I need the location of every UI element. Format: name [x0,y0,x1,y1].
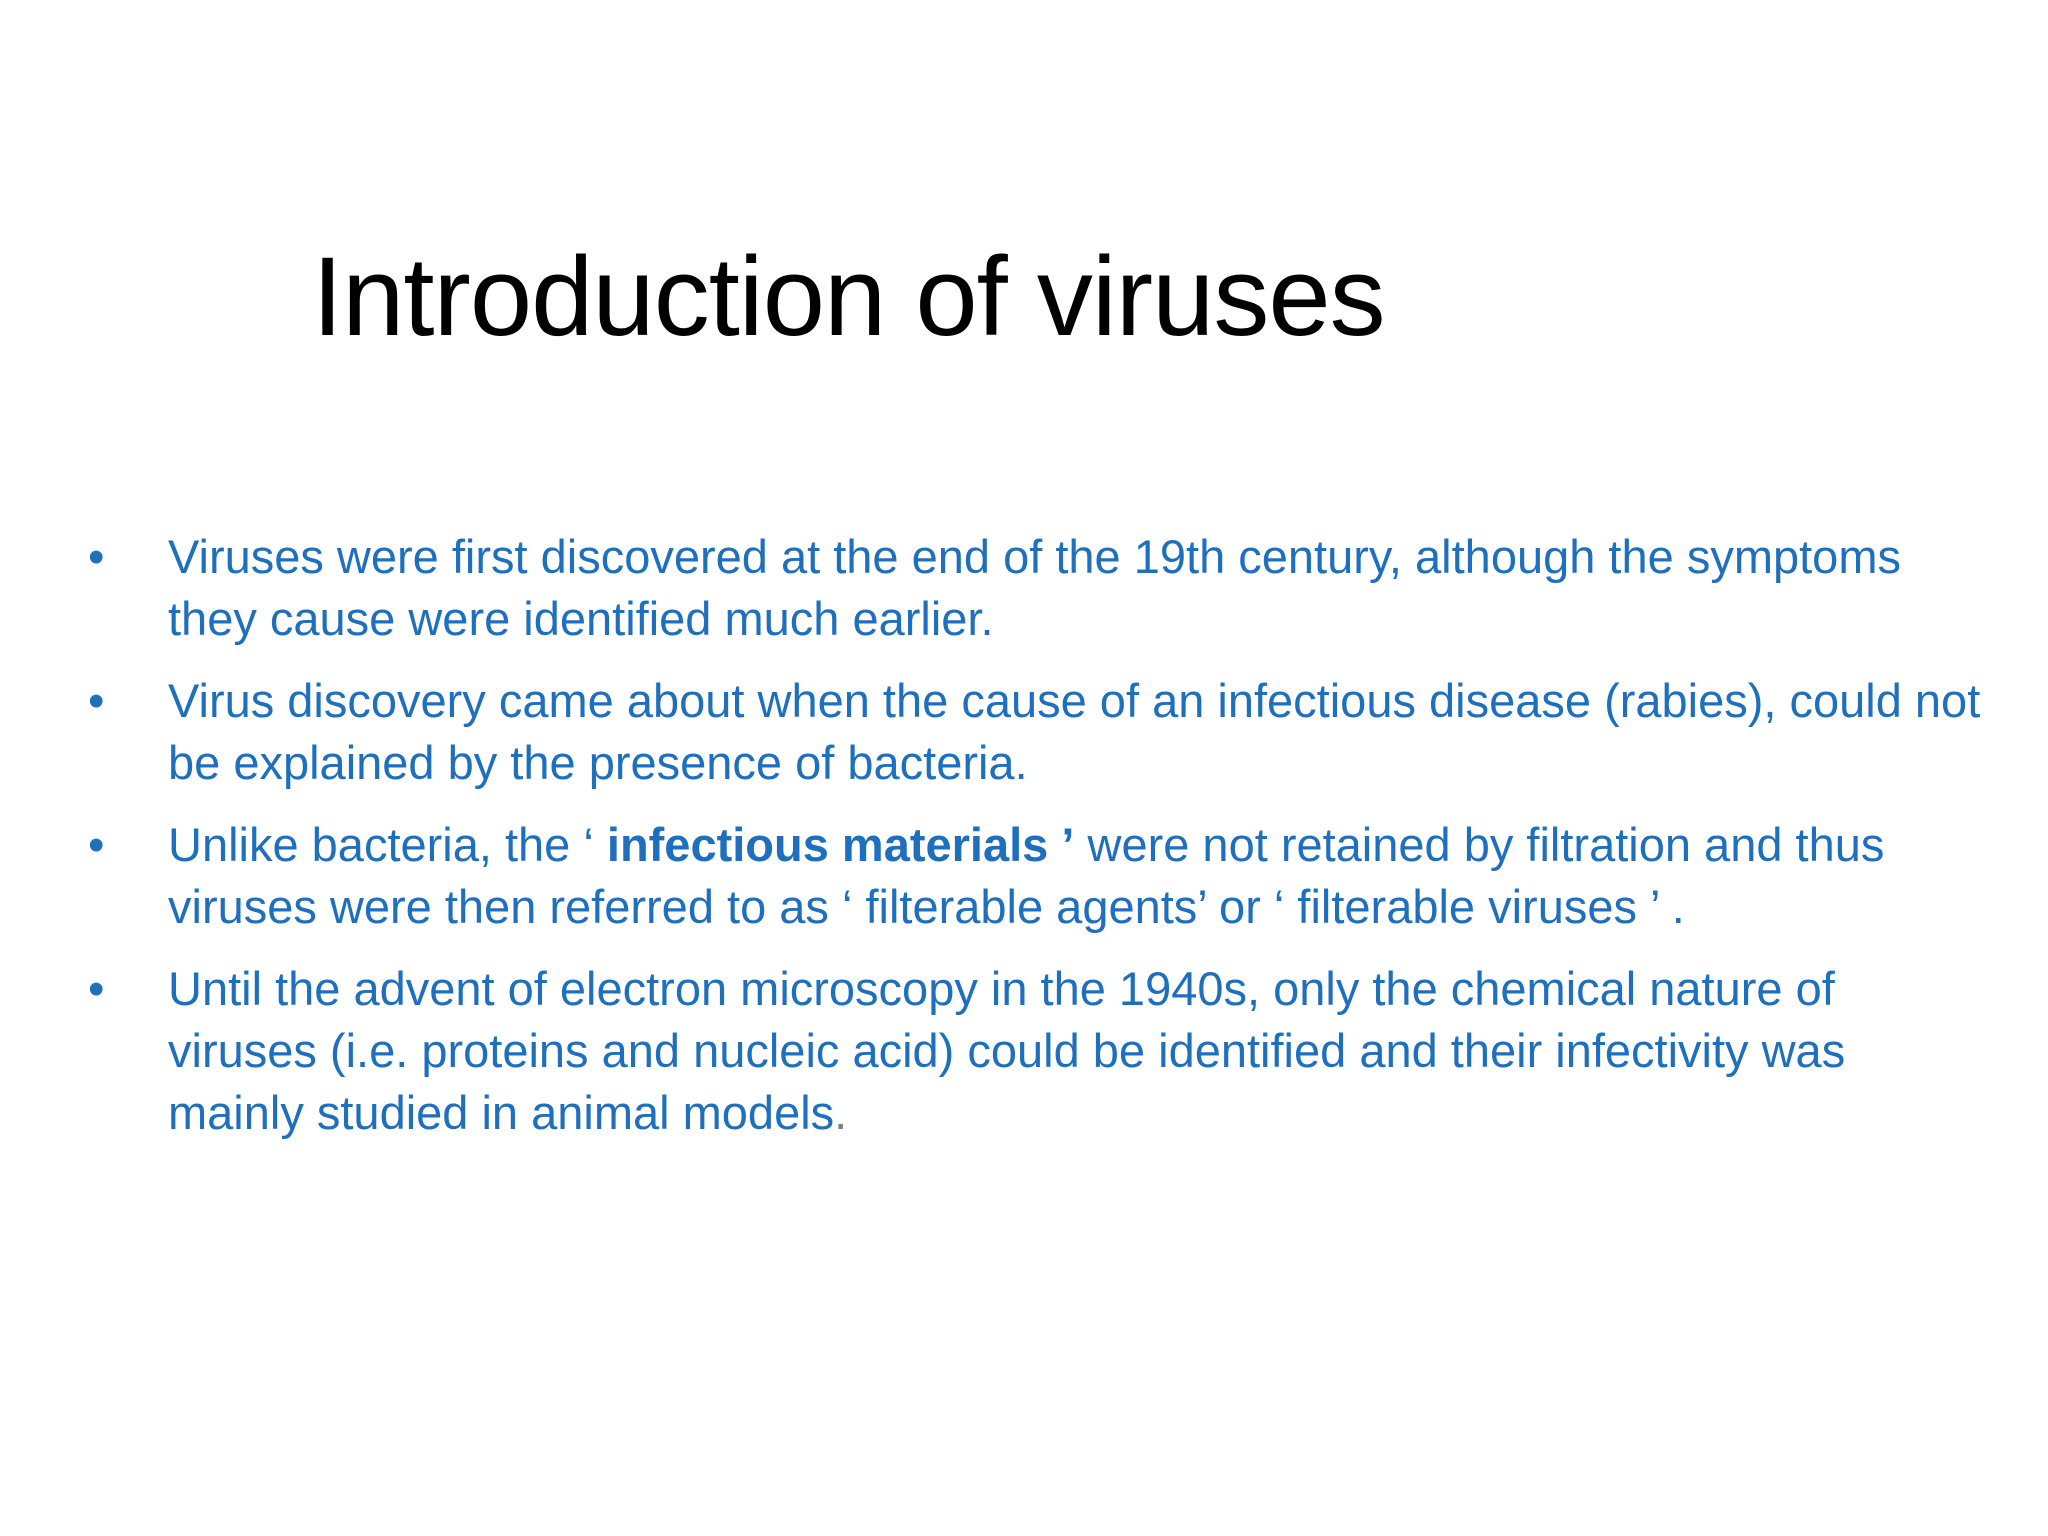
bullet-dot-icon: • [88,818,105,871]
bullet-text: Viruses were first discovered at the end of the 19th century, although the symptoms they cause were identified much earlier. [168,530,1901,645]
bullet-text [168,958,1988,1144]
bullet-item [88,814,1988,938]
bullet-text-lead: Unlike bacteria, the ‘ [168,818,607,871]
bullet-text-end-period: . [834,1086,848,1139]
bullet-text-emphasis: infectious materials ’ [606,818,1075,871]
bullet-item [88,526,1988,650]
bullet-dot-icon: • [88,530,105,583]
bullet-text-body: Until the advent of electron microscopy in the 1940s, only the chemical nature of viruses (i.e. proteins and nucleic acid) could be identified and their infectivity was mainly studied in animal models [168,962,1846,1139]
bullet-item [88,670,1988,794]
bullet-dot-icon: • [88,962,105,1015]
bullet-text-tail: were not retained by filtration and thus viruses were then referred to as ‘ filterable agents’ or ‘ filterable viruses ’ . [168,818,1885,933]
bullet-dot-icon: • [88,674,105,727]
bullet-text [168,814,1988,938]
bullet-text: Virus discovery came about when the cause of an infectious disease (rabies), could not be explained by the presence of bacteria. [168,674,1981,789]
bullet-item [88,958,1988,1144]
bullet-list [88,526,1988,1164]
slide-title: Introduction of viruses [312,234,1385,359]
